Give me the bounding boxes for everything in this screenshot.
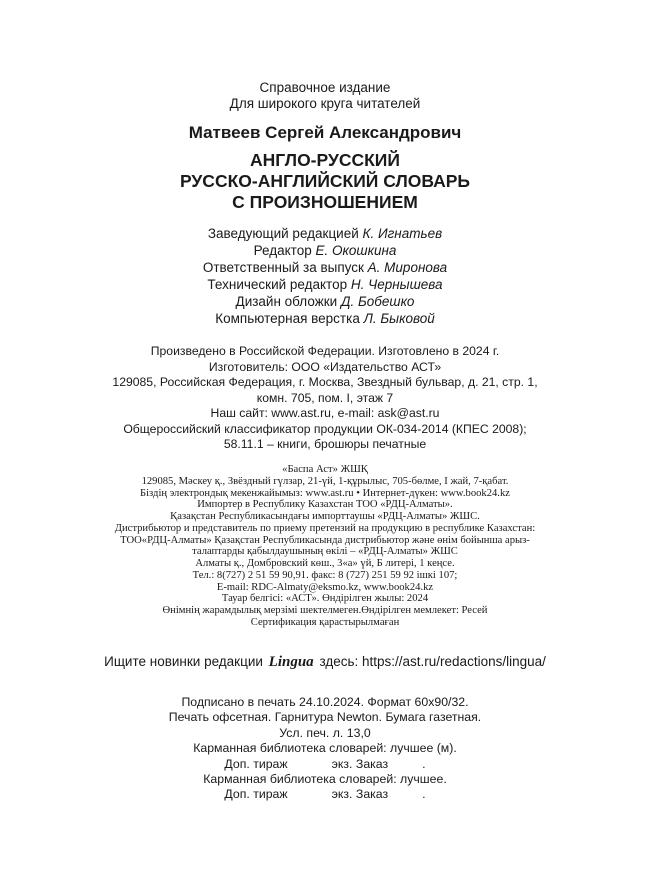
staff-line xyxy=(0,242,650,259)
manufacturer-line: Произведено в Российской Федерации. Изготовлено в 2024 г. xyxy=(150,344,500,358)
title-line: АНГЛО-РУССКИЙ xyxy=(250,150,400,170)
staff-person: Л. Быковой xyxy=(363,311,435,326)
manufacturer-line: Изготовитель: ООО «Издательство АСТ» xyxy=(208,359,442,374)
title-line: РУССКО-АНГЛИЙСКИЙ СЛОВАРЬ xyxy=(179,171,470,191)
kazakh-line: ТОО«РДЦ-Алматы» Қазақстан Республикасында дистрибьютор және өнім бойынша арыз- xyxy=(120,534,530,546)
print-line: Печать офсетная. Гарнитура Newton. Бумага газетная. xyxy=(168,710,482,725)
audience: Для широкого круга читателей xyxy=(229,96,421,111)
kazakh-line: 129085, Мәскеу қ., Звёздный гүлзар, 21-үй, 1-құрылыс, 705-бөлме, I жай, 7-қабат. xyxy=(141,475,509,487)
kazakh-line: Импортер в Республику Казахстан ТОО «РДЦ-Алматы». xyxy=(197,499,453,511)
publication-type: Справочное издание xyxy=(259,80,391,95)
kazakhstan-importer-info xyxy=(0,464,650,629)
staff-line xyxy=(0,310,650,327)
kazakh-line: Тел.: 8(727) 2 51 59 90,91. факс: 8 (727) 251 59 92 ішкі 107; xyxy=(192,569,458,581)
kazakh-line: Қазақстан Республикасындағы импорттаушы «РДЦ-Алматы» ЖШС. xyxy=(170,511,480,522)
staff-role: Ответственный за выпуск xyxy=(202,260,364,275)
print-line: Усл. печ. л. 13,0 xyxy=(279,725,371,740)
lingua-novelties-line xyxy=(0,653,650,671)
publication-type-block xyxy=(0,80,650,112)
print-run-label: Доп. тираж xyxy=(224,756,288,771)
staff-person: Н. Чернышева xyxy=(350,277,443,292)
novelty-text: Ищите новинки редакции xyxy=(104,654,263,669)
order-end: . xyxy=(422,787,426,802)
staff-role: Дизайн обложки xyxy=(235,294,338,309)
staff-person: Е. Окошкина xyxy=(315,243,397,258)
staff-person: А. Миронова xyxy=(367,260,448,275)
novelty-link-text: здесь: https://ast.ru/redactions/lingua/ xyxy=(319,654,546,669)
order-label: экз. Заказ xyxy=(331,787,389,802)
book-title xyxy=(0,150,650,213)
print-run-line xyxy=(0,787,650,802)
kazakh-line: Өнімнің жарамдылық мерзімі шектелмеген.Өндірілген мемлекет: Ресей xyxy=(162,605,488,616)
print-line: Подписано в печать 24.10.2024. Формат 60х90/32. xyxy=(181,695,469,709)
kazakh-line: Біздің электрондық мекенжайымыз: www.ast.ru • Интернет-дүкен: www.book24.kz xyxy=(140,487,510,499)
manufacturer-line: 129085, Российская Федерация, г. Москва, Звездный бульвар, д. 21, стр. 1, xyxy=(112,375,538,389)
staff-line xyxy=(0,225,650,242)
staff-role: Редактор xyxy=(253,243,312,258)
manufacturer-line: Наш сайт: www.ast.ru, e-mail: ask@ast.ru xyxy=(210,406,440,420)
manufacturer-line: 58.11.1 – книги, брошюры печатные xyxy=(223,437,427,451)
manufacturer-line: Общероссийский классификатор продукции ОК-034-2014 (КПЕС 2008); xyxy=(123,421,527,436)
print-line: Карманная библиотека словарей: лучшее. xyxy=(203,772,447,787)
author-name: Матвеев Сергей Александрович xyxy=(188,123,462,142)
order-end: . xyxy=(422,756,426,771)
staff-line xyxy=(0,276,650,293)
print-run-label: Доп. тираж xyxy=(224,787,288,802)
kazakh-line: «Баспа Аст» ЖШҚ xyxy=(282,464,368,475)
staff-role: Технический редактор xyxy=(207,277,348,292)
staff-line xyxy=(0,293,650,310)
staff-person: К. Игнатьев xyxy=(362,226,443,241)
order-label: экз. Заказ xyxy=(331,756,389,771)
staff-line xyxy=(0,259,650,276)
print-line: Карманная библиотека словарей: лучшее (м). xyxy=(193,741,457,756)
kazakh-line: талаптарды қабылдаушының өкілі – «РДЦ-Алматы» ЖШС xyxy=(192,546,458,558)
staff-role: Заведующий редакцией xyxy=(207,226,359,241)
manufacturer-info xyxy=(0,344,650,453)
staff-role: Компьютерная верстка xyxy=(215,311,360,326)
kazakh-line: Дистрибьютор и представитель по приему претензий на продукцию в республике Казахстан: xyxy=(114,522,536,534)
lingua-logo: Lingua xyxy=(268,654,314,670)
manufacturer-line: комн. 705, пом. I, этаж 7 xyxy=(256,390,394,405)
print-run-line xyxy=(0,757,650,772)
kazakh-line: Алматы қ., Домбровский көш., 3«а» үй, Б литері, 1 кеңсе. xyxy=(195,558,455,569)
kazakh-line: Сертификация қарастырылмаған xyxy=(250,616,400,628)
print-details xyxy=(0,695,650,803)
kazakh-line: Тауар белгісі: «АСТ». Өндірілген жылы: 2024 xyxy=(221,593,429,605)
kazakh-line: E-mail: RDC-Almaty@eksmo.kz, www.book24.kz xyxy=(216,581,434,593)
editorial-staff xyxy=(0,225,650,327)
staff-person: Д. Бобешко xyxy=(340,294,415,309)
title-line: С ПРОИЗНОШЕНИЕМ xyxy=(232,192,418,212)
